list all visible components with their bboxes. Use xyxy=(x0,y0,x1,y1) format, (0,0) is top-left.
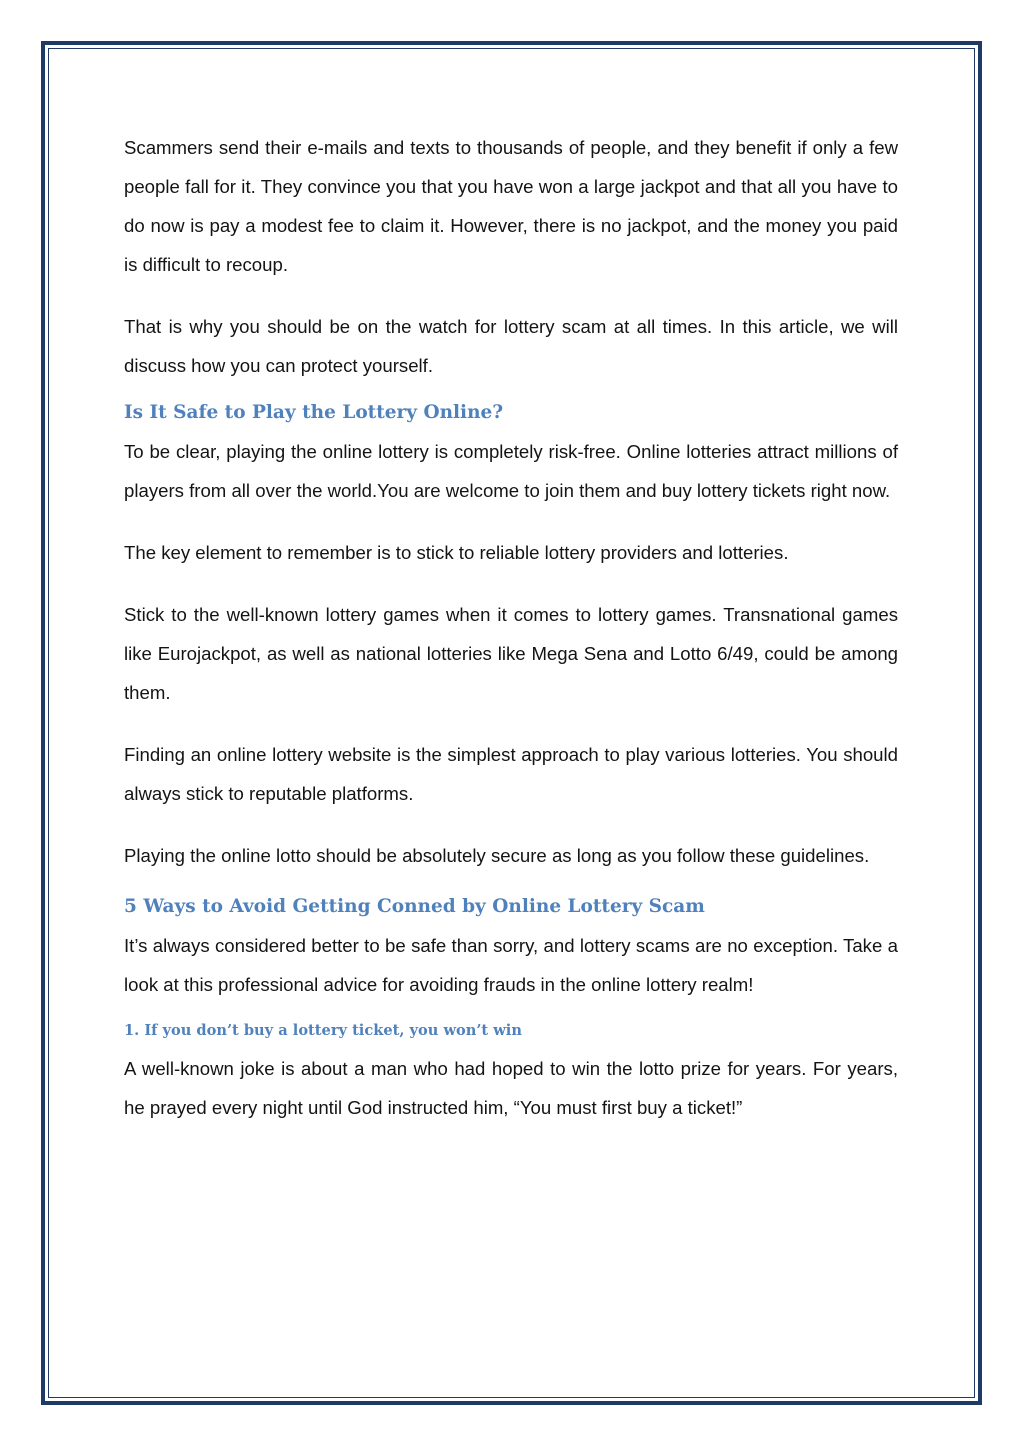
section1-paragraph-2: The key element to remember is to stick to reliable lottery providers and lotteries. xyxy=(124,542,789,563)
section-heading-five-ways: 5 Ways to Avoid Getting Conned by Online Lottery Scam xyxy=(124,896,705,917)
section2-paragraph-1: It’s always considered better to be safe than sorry, and lottery scams are no exception. Take a look at this professional advice for avoiding frauds in the online lottery realm! xyxy=(124,935,898,995)
subsection-heading-buy-ticket: 1. If you don’t buy a lottery ticket, you won’t win xyxy=(124,1022,522,1039)
section1-paragraph-1: To be clear, playing the online lottery is completely risk-free. Online lotteries attract millions of players from all over the world.You are welcome to join them and buy lottery tickets right now. xyxy=(124,441,898,501)
intro-paragraph-1: Scammers send their e-mails and texts to thousands of people, and they benefit if only a few people fall for it. They convince you that you have won a large jackpot and that all you have to do now is pay a modest fee to claim it. However, there is no jackpot, and the money you paid is difficult to recoup. xyxy=(124,137,898,275)
section1-paragraph-5: Playing the online lotto should be absolutely secure as long as you follow these guidelines. xyxy=(124,845,870,866)
section1-paragraph-4: Finding an online lottery website is the simplest approach to play various lotteries. You should always stick to reputable platforms. xyxy=(124,744,898,804)
intro-paragraph-2: That is why you should be on the watch for lottery scam at all times. In this article, we will discuss how you can protect yourself. xyxy=(124,316,898,376)
section1-paragraph-3: Stick to the well-known lottery games when it comes to lottery games. Transnational games like Eurojackpot, as well as national lotteries like Mega Sena and Lotto 6/49, could be among them. xyxy=(124,604,898,703)
document-body xyxy=(124,128,898,1127)
section-heading-safe-to-play: Is It Safe to Play the Lottery Online? xyxy=(124,402,504,423)
subsection1-paragraph-1: A well-known joke is about a man who had hoped to win the lotto prize for years. For years, he prayed every night until God instructed him, “You must first buy a ticket!” xyxy=(124,1058,898,1118)
